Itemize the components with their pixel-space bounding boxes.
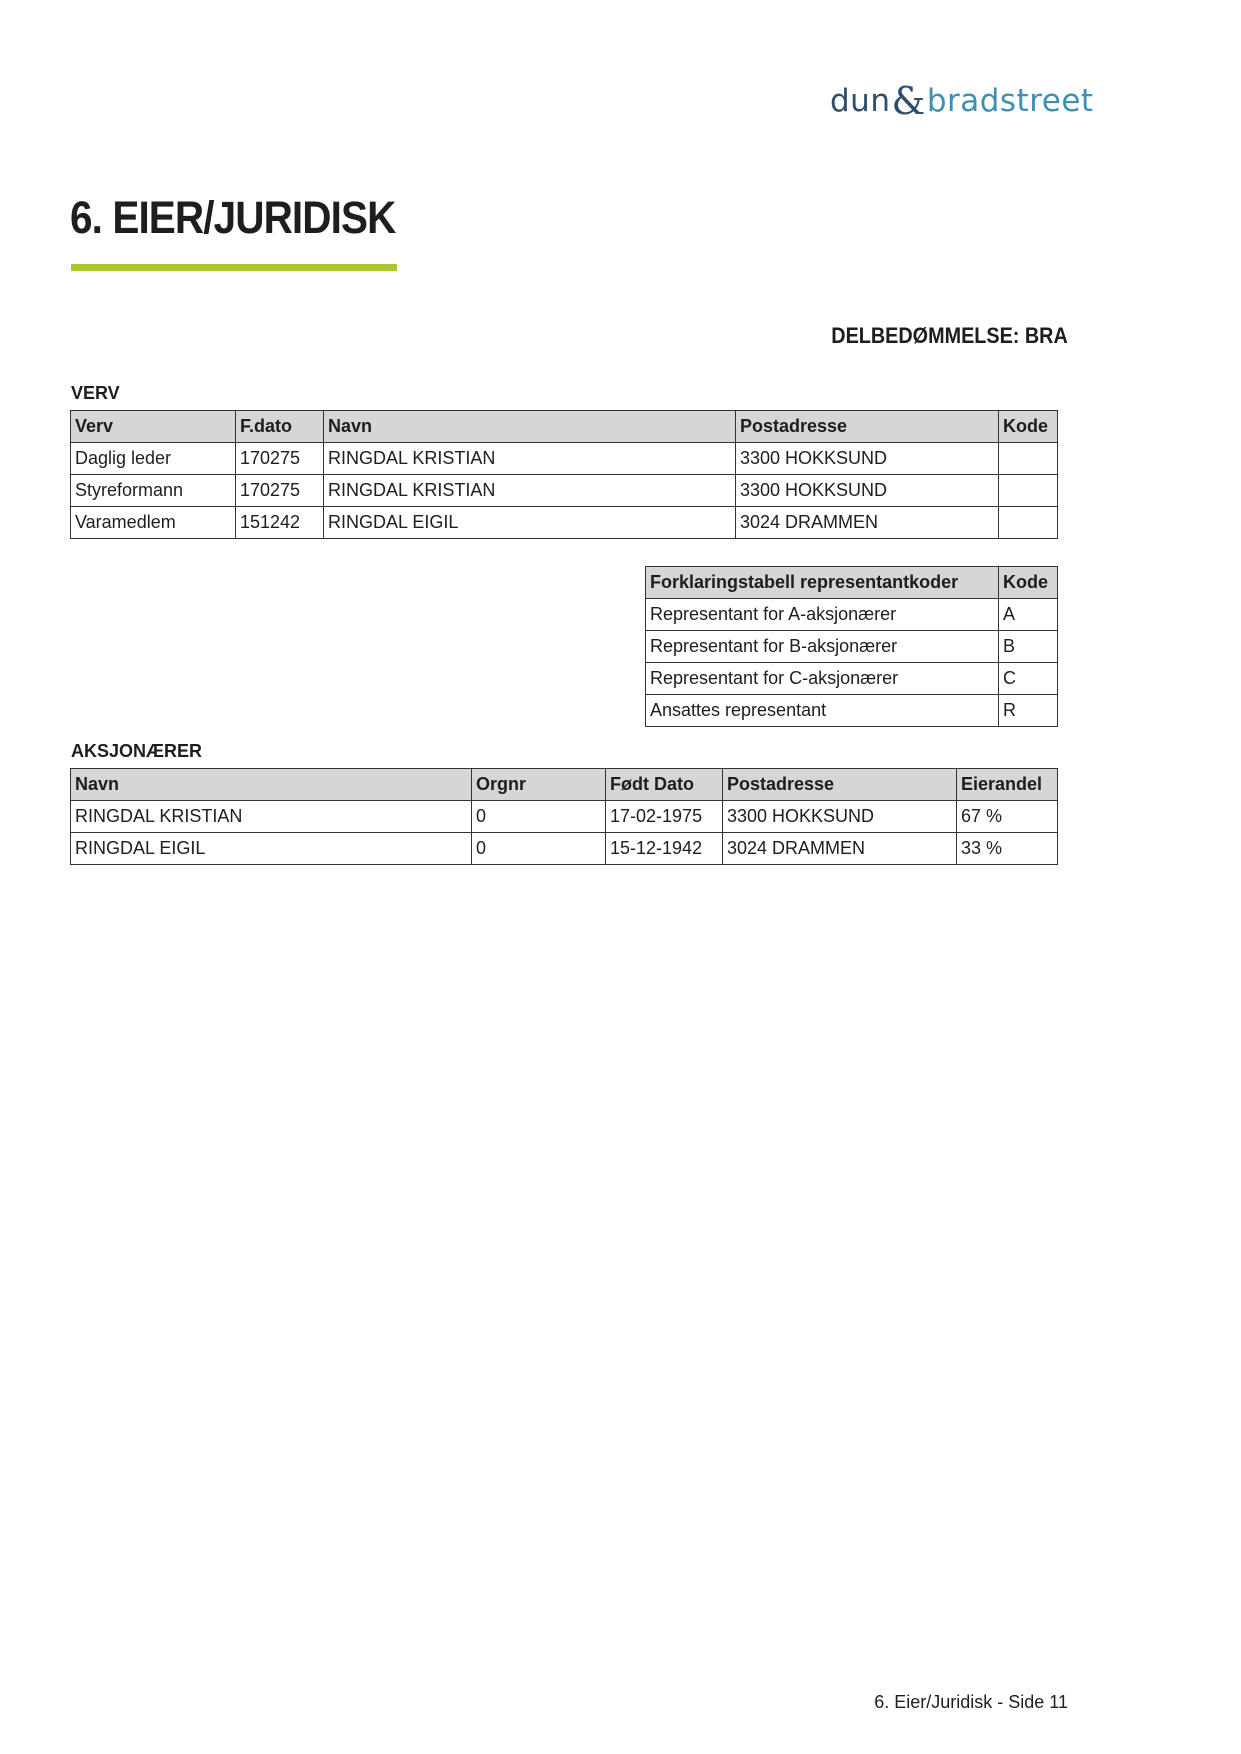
aksjonaerer-table — [70, 768, 1058, 865]
verv-section-label: VERV — [71, 383, 120, 403]
table-cell: 67 % — [957, 801, 1058, 833]
table-cell: Daglig leder — [71, 443, 236, 475]
table-cell — [999, 443, 1058, 475]
column-header: Født Dato — [606, 769, 723, 801]
table-row — [646, 599, 1058, 631]
table-cell: 0 — [472, 801, 606, 833]
table-cell: RINGDAL EIGIL — [324, 507, 736, 539]
column-header: Orgnr — [472, 769, 606, 801]
table-row — [71, 833, 1058, 865]
rating-label: DELBEDØMMELSE: BRA — [831, 323, 1068, 348]
table-cell: B — [999, 631, 1058, 663]
table-row — [646, 695, 1058, 727]
table-row — [71, 475, 1058, 507]
column-header: Forklaringstabell representantkoder — [646, 567, 999, 599]
table-cell: RINGDAL KRISTIAN — [324, 475, 736, 507]
table-cell: 3300 HOKKSUND — [736, 443, 999, 475]
table-cell: 170275 — [236, 475, 324, 507]
table-cell: 3024 DRAMMEN — [736, 507, 999, 539]
representative-codes-table — [645, 566, 1058, 727]
table-cell: 33 % — [957, 833, 1058, 865]
table-header-row — [71, 769, 1058, 801]
column-header: Eierandel — [957, 769, 1058, 801]
column-header: Postadresse — [736, 411, 999, 443]
column-header: Kode — [999, 567, 1058, 599]
table-cell: 3300 HOKKSUND — [723, 801, 957, 833]
logo-ampersand: & — [891, 79, 926, 123]
table-cell: Representant for A-aksjonærer — [646, 599, 999, 631]
table-cell: Varamedlem — [71, 507, 236, 539]
table-cell: R — [999, 695, 1058, 727]
table-cell: 0 — [472, 833, 606, 865]
table-cell: Ansattes representant — [646, 695, 999, 727]
table-cell: Representant for B-aksjonærer — [646, 631, 999, 663]
column-header: Navn — [324, 411, 736, 443]
logo-text-dun: dun — [830, 83, 891, 119]
column-header: Postadresse — [723, 769, 957, 801]
table-cell — [999, 507, 1058, 539]
page-footer: 6. Eier/Juridisk - Side 11 — [874, 1692, 1068, 1712]
table-row — [71, 507, 1058, 539]
table-cell: C — [999, 663, 1058, 695]
column-header: Navn — [71, 769, 472, 801]
table-header-row — [646, 567, 1058, 599]
title-underline — [71, 264, 397, 271]
table-cell: 15-12-1942 — [606, 833, 723, 865]
table-cell: RINGDAL KRISTIAN — [324, 443, 736, 475]
table-row — [646, 663, 1058, 695]
table-row — [71, 801, 1058, 833]
table-cell: 151242 — [236, 507, 324, 539]
column-header: Kode — [999, 411, 1058, 443]
table-row — [71, 443, 1058, 475]
table-cell: 17-02-1975 — [606, 801, 723, 833]
column-header: Verv — [71, 411, 236, 443]
table-cell: RINGDAL EIGIL — [71, 833, 472, 865]
table-cell: A — [999, 599, 1058, 631]
table-cell — [999, 475, 1058, 507]
table-cell: 170275 — [236, 443, 324, 475]
column-header: F.dato — [236, 411, 324, 443]
table-cell: RINGDAL KRISTIAN — [71, 801, 472, 833]
table-cell: 3024 DRAMMEN — [723, 833, 957, 865]
table-cell: Representant for C-aksjonærer — [646, 663, 999, 695]
table-cell: Styreformann — [71, 475, 236, 507]
verv-table — [70, 410, 1058, 539]
table-header-row — [71, 411, 1058, 443]
logo-text-bradstreet: bradstreet — [926, 83, 1094, 119]
aksjonaerer-section-label: AKSJONÆRER — [71, 741, 203, 761]
company-logo — [830, 78, 1094, 124]
page-title: 6. EIER/JURIDISK — [70, 192, 396, 243]
table-cell: 3300 HOKKSUND — [736, 475, 999, 507]
table-row — [646, 631, 1058, 663]
